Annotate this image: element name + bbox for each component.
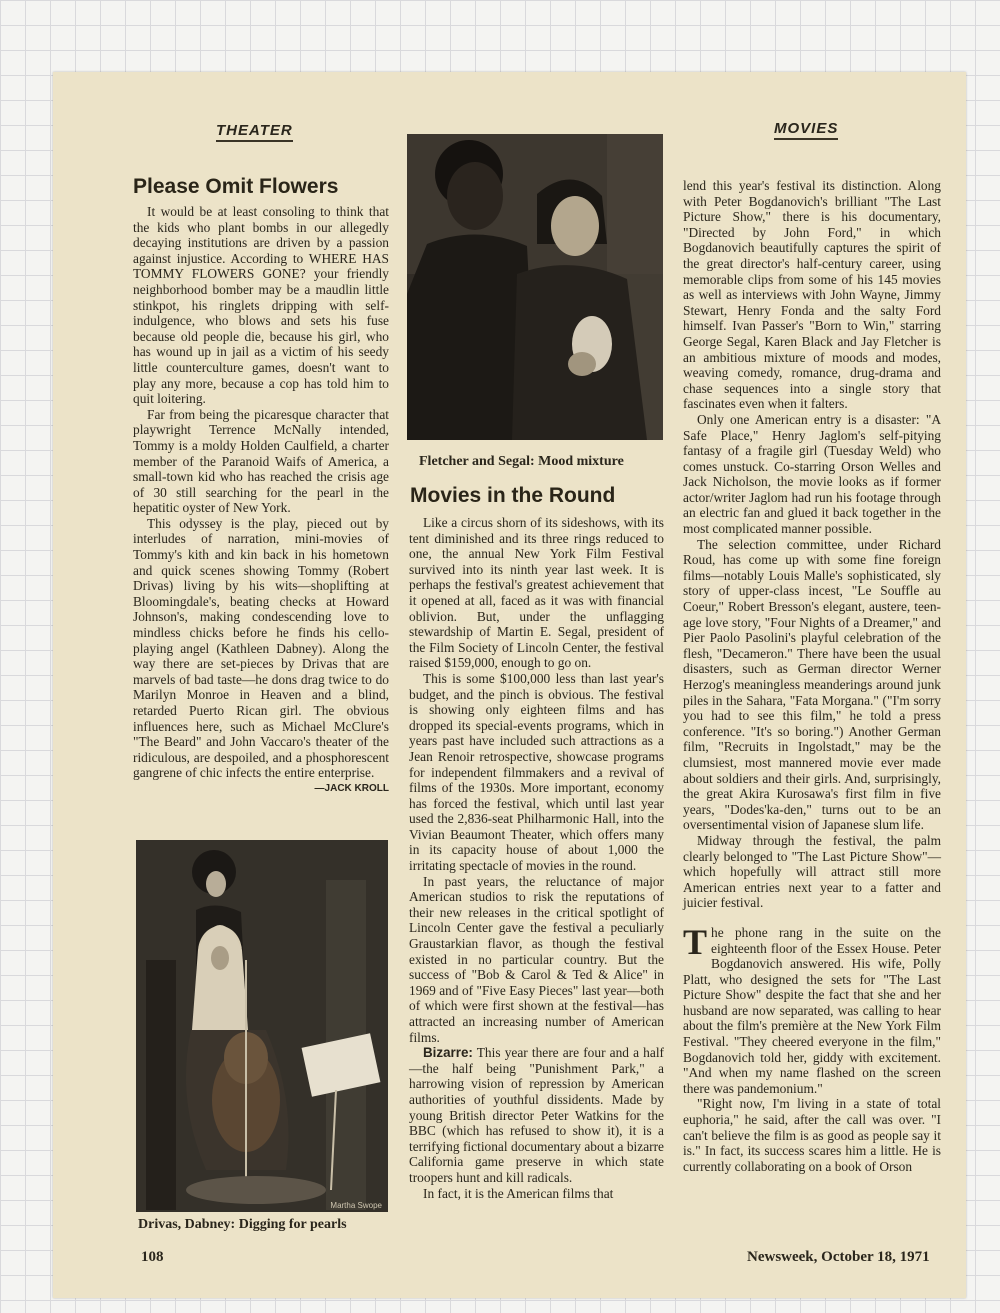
movies-paragraph-bizarre [409,1045,664,1185]
magazine-page [53,72,966,1298]
publication-dateline: Newsweek, October 18, 1971 [747,1249,930,1265]
movies-article-col1 [409,515,664,1201]
cello-scene-image [136,840,388,1212]
bogdanovich-story-paragraph [683,921,941,1097]
bogdanovich-story-text: he phone rang in the suite on the eighteenth floor of the Essex House. Peter Bogdanovich answered. His wife, Polly Platt, who designed the sets for "The Last Picture Show" despite the fact that she and her husband are now separated, was calling to hear about the film's première at the New York Film Festival. "They cheered everyone in the film," Bogdanovich told her, giddy with excitement. "And when my name flashed on the screen there was pandemonium." [683,924,941,1096]
theater-photo-caption: Drivas, Dabney: Digging for pearls [138,1217,347,1232]
movies-photo-caption: Fletcher and Segal: Mood mixture [419,454,624,469]
theater-headline: Please Omit Flowers [133,175,339,198]
movies-paragraph: In past years, the reluctance of major American studios to risk the reputations of their new releases in the critical spotlight of Lincoln Center gave the festival a peculiarly Graustarkian flavor, as though the festival existed in no particular country. But the success of "Bob & Carol & Ted & Alice" in 1969 and of "Five Easy Pieces" last year—both of which were first shown at the festival—has attracted an increasing number of American films. [409,873,664,1045]
movies-paragraph: In fact, it is the American films that [423,1185,614,1201]
two-men-image [407,134,663,440]
movies-paragraph: "Right now, I'm living in a state of total euphoria," he said, after the call was over. "I can't believe the film is as good as people say it is." In fact, its success scares him a little. He is currently collaborating on a book of Orson [683,1096,941,1174]
theater-paragraph: This odyssey is the play, pieced out by interludes of narration, mini-movies of Tommy's kith and kin back in his hometown and quick scenes showing Tommy (Robert Drivas) living by his wits—shoplifting at Bloomingdale's, beating checks at Howard Johnson's, making condescending love to mindless chicks before he finds his cello-playing angel (Kathleen Dabney). Along the way there are set-pieces by Drivas that are marvels of bad taste—he dons drag twice to do Marilyn Monroe in Heaven and a blind, retarded Puerto Rican girl. The obvious influences here, such as Michael McClure's "The Beard" and John Vaccaro's theater of the ridiculous, are despoiled, and a phosphorescent gangrene of chic infects the entire enterprise. [133,515,389,781]
fletcher-segal-photo [407,134,663,440]
bizarre-text: This year there are four and a half—the half being "Punishment Park," a harrowing vision of repression by American authorities of youthful dissidents. Made by young British director Peter Watkins for the BBC (which has refused to show it), it is a terrifying fictional documentary about a bizarre California game preserve in which state troopers hunt and kill radicals. [409,1045,664,1185]
movies-headline: Movies in the Round [410,484,616,507]
theater-article-body [133,204,389,797]
movies-article-col2 [683,178,941,1174]
drivas-dabney-photo [136,840,388,1212]
story-break-spacer [683,911,941,925]
drop-cap: T [683,921,708,962]
movies-paragraph: lend this year's festival its distinction. Along with Peter Bogdanovich's brilliant "The Last Picture Show," there is his documentary, "Directed by John Ford," in which Bogdanovich beautifully captures the spirit of the great director's half-century career, using memorable clips from some of his 145 movies as well as interviews with John Wayne, Jimmy Stewart, Henry Fonda and the salty Ford himself. Ivan Passer's "Born to Win," starring George Segal, Karen Black and Jay Fletcher is an ambitious mixture of moods and modes, weaving comedy, romance, drug-drama and chase sequences into a single story that fascinates even when it falters. [683,178,941,412]
movies-paragraph: The selection committee, under Richard Roud, has come up with some fine foreign films—notably Louis Malle's sophisticated, sly story of upper-class incest, "Le Souffle au Coeur," Robert Bresson's elegant, austere, teen-age love story, "Four Nights of a Dreamer," and Pier Paolo Pasolini's playful celebration of the flesh, "Decameron." There have been the usual disasters, such as German director Werner Herzog's meaningless meanderings around junk piles in the Sahara, "Fata Morgana." ("I'm sorry you had to see this film," he told a press conference. "It's so boring.") Another German film, "Recruits in Ingolstadt," may be the clumsiest, most mannered movie ever made about soldiers and their girls. And, surprisingly, the great Akira Kurosawa's first film in five years, "Dodes'ka-den," turns out to be an oversentimental vision of Japanese slum life. [683,536,941,833]
bizarre-subhead: Bizarre: [423,1045,473,1061]
theater-paragraph: It would be at least consoling to think that the kids who plant bombs in our allegedly decaying institutions are driven by a passion against injustice. According to WHERE HAS TOMMY FLOWERS GONE? your friendly neighborhood bomber may be a maudlin little stinkpot, his ringlets dripping with self-indulgence, who blows and sets his fuse because old people die, because his girl, who has wound up in jail as a victim of his seedy little counterculture games, doesn't want to play any more, because a cop has told him to quit loitering. [133,204,389,407]
theater-paragraph: Far from being the picaresque character that playwright Terrence McNally intended, Tommy is a moldy Holden Caulfield, a charter member of the Paranoid Waifs of America, a small-town kid who has reached the crisis age of 30 still searching for the pearl in the hepatitic oyster of New York. [133,406,389,516]
movies-paragraph: Like a circus shorn of its sideshows, with its tent diminished and its three rings reduced to one, the annual New York Film Festival survived into its ninth year last week. It is perhaps the festival's greatest achievement that it opened at all, faced as it was with financial oblivion. But, under the unflagging stewardship of Martin E. Segal, president of the Film Society of Lincoln Center, the festival raised $159,000, enough to go on. [409,515,664,671]
section-label-movies: MOVIES [774,120,838,140]
movies-paragraph: This is some $100,000 less than last year's budget, and the pinch is obvious. The festival is showing only eighteen films and has dropped its special-events programs, which in years past have included such attractions as a Jean Renoir retrospective, showcase programs for independent filmmakers and a revival of films of the 1930s. More important, economy has forced the festival, which until last year used the 2,836-seat Philharmonic Hall, into the Vivian Beaumont Theater, which offers many in its capacity house of about 1,000 the irritating spectacle of movies in the round. [409,670,664,874]
section-label-theater: THEATER [216,122,293,142]
movies-paragraph: Only one American entry is a disaster: "A Safe Place," Henry Jaglom's self-pitying fantasy of a fragile girl (Tuesday Weld) who comes unstuck. Co-starring Orson Welles and Jack Nicholson, the movie looks as if former actor/writer Jaglom had run his footage through an electric fan and glued it back together in the most complicated manner possible. [683,411,941,537]
movies-paragraph: Midway through the festival, the palm clearly belonged to "The Last Picture Show"—which hopefully will attract still more American entries next year to a fatter and juicier festival. [683,832,941,911]
page-number: 108 [141,1249,164,1265]
photo-credit: Martha Swope [330,1201,382,1210]
theater-byline: —JACK KROLL [314,782,389,794]
